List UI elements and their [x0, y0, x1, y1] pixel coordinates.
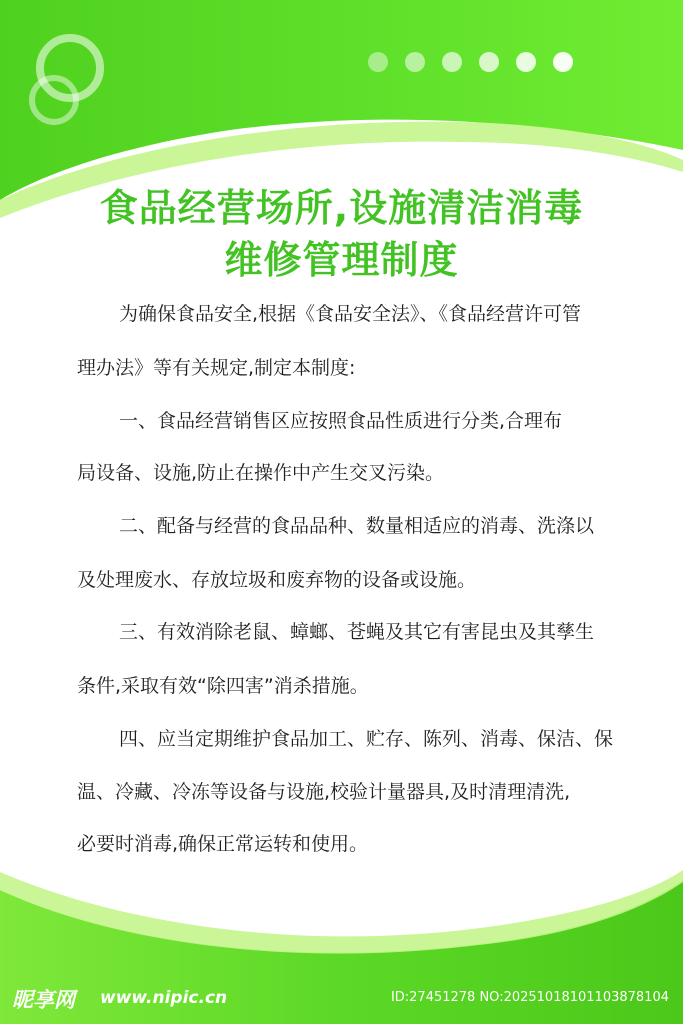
body-line: 必要时消毒,确保正常运转和使用。	[77, 833, 369, 855]
body-line: 及处理废水、存放垃圾和废弃物的设备或设施。	[77, 569, 477, 591]
dot	[516, 52, 536, 72]
body-line: 条件,采取有效“除四害”消杀措施。	[77, 675, 369, 697]
title-line-1: 食品经营场所,设施清洁消毒	[99, 186, 584, 230]
watermark-id: ID:27451278 NO:20251018101103878104	[390, 990, 669, 1005]
body-line: 一、食品经营销售区应按照食品性质进行分类,合理布	[119, 410, 563, 432]
watermark-logo: 昵享网	[12, 988, 75, 1012]
dot	[479, 52, 499, 72]
dot	[442, 52, 462, 72]
body-line: 三、有效消除老鼠、蟑螂、苍蝇及其它有害昆虫及其孳生	[119, 621, 595, 643]
dot	[405, 52, 425, 72]
rings-icon	[24, 30, 114, 130]
title-line-2: 维修管理制度	[224, 238, 459, 282]
body-line: 四、应当定期维护食品加工、贮存、陈列、消毒、保洁、保	[119, 728, 614, 750]
body-line: 局设备、设施,防止在操作中产生交叉污染。	[77, 462, 445, 484]
body-line: 为确保食品安全,根据《食品安全法》、《食品经营许可管	[119, 303, 582, 325]
body-line: 二、配备与经营的食品品种、数量相适应的消毒、洗涤以	[119, 515, 595, 537]
body-line: 温、冷藏、冷冻等设备与设施,校验计量器具,及时清理清洗,	[77, 781, 571, 803]
watermark-url: www.nipic.cn	[100, 988, 228, 1008]
dot	[368, 52, 388, 72]
dot	[553, 52, 573, 72]
body-line: 理办法》等有关规定,制定本制度:	[77, 357, 356, 379]
